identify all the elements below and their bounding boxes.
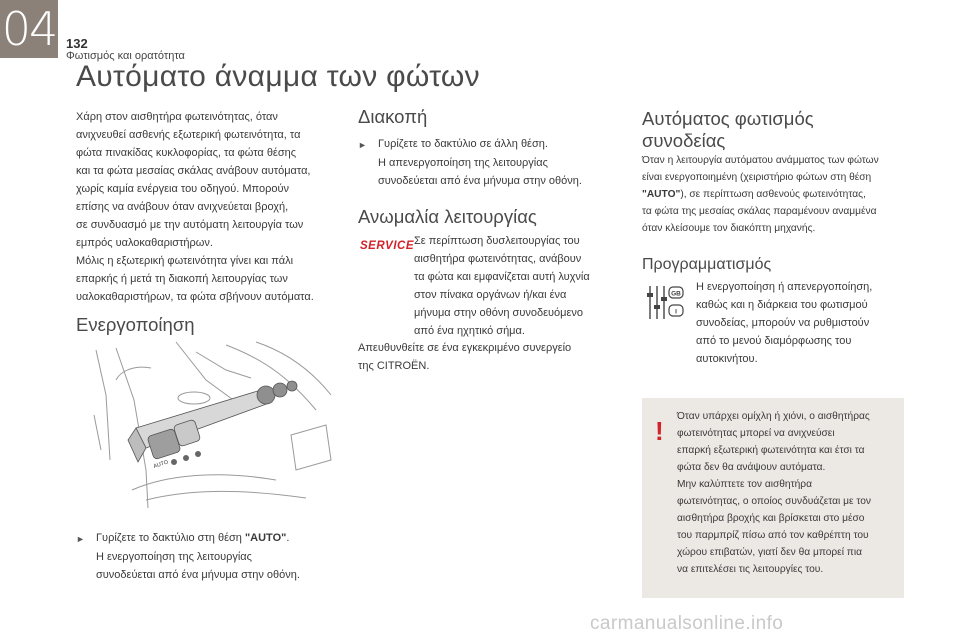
warning-line: χώρου επιβατών, γιατί δεν θα μπορεί πια: [677, 547, 862, 558]
intro-line: και τα φώτα μεσαίας σκάλας ανάβουν αυτόματα,: [76, 165, 311, 177]
auto-bold: "AUTO": [642, 189, 681, 200]
intro-line: υαλοκαθαριστήρων, τα φώτα σβήνουν αυτόματα.: [76, 291, 314, 303]
malfunction-line: τα φώτα και εμφανίζεται αυτή λυχνία: [414, 271, 590, 283]
activation-step-line: Η ενεργοποίηση της λειτουργίας: [96, 551, 252, 563]
language-gb-label: GB: [671, 290, 681, 298]
malfunction-text: [414, 232, 624, 340]
deactivation-step-line: Γυρίζετε το δακτύλιο σε άλλη θέση.: [378, 138, 548, 150]
light-stalk-drawing: [76, 340, 334, 510]
activation-heading: Ενεργοποίηση: [76, 314, 195, 335]
activation-step-prefix: Γυρίζετε το δακτύλιο στη θέση: [96, 532, 245, 544]
intro-line: Χάρη στον αισθητήρα φωτεινότητας, όταν: [76, 111, 278, 123]
warning-line: να επιτελέσει τις λειτουργίες του.: [677, 564, 824, 575]
deactivation-step-line: Η απενεργοποίηση της λειτουργίας: [378, 157, 548, 169]
malfunction-line: από ένα ηχητικό σήμα.: [414, 325, 525, 337]
chapter-badge: 04: [1, 2, 57, 56]
malfunction-line: μήνυμα στην οθόνη συνοδευόμενο: [414, 307, 584, 319]
activation-step-text: [96, 529, 289, 548]
page-number: 132: [66, 36, 88, 51]
programming-line: από το μενού διαμόρφωσης του: [696, 335, 852, 347]
bullet-arrow-icon: ►: [76, 534, 85, 544]
warning-line: του παρμπρίζ πίσω από τον καθρέπτη του: [677, 530, 869, 541]
warning-line: Όταν υπάρχει ομίχλη ή χιόνι, ο αισθητήρας: [677, 411, 870, 422]
activation-step-suffix: .: [286, 532, 290, 544]
guide-heading-line: συνοδείας: [642, 130, 726, 151]
deactivation-step: [358, 135, 628, 190]
programming-line: Η ενεργοποίηση ή απενεργοποίηση,: [696, 281, 873, 293]
intro-line: εμπρός υαλοκαθαριστήρων.: [76, 237, 213, 249]
warning-text: [677, 408, 899, 578]
advice-line: Απευθυνθείτε σε ένα εγκεκριμένο συνεργείο: [358, 342, 572, 354]
intro-paragraph: [76, 108, 346, 306]
section-name: Φωτισμός και ορατότητα: [66, 50, 185, 62]
malfunction-heading: Ανωμαλία λειτουργίας: [358, 206, 537, 227]
programming-line: συνοδείας, μπορούν να ρυθμιστούν: [696, 317, 870, 329]
page-title: Αυτόματο άναμμα των φώτων: [76, 60, 480, 93]
activation-step: [76, 529, 346, 584]
intro-line: επαρκής ή μετά τη διακοπή λειτουργίας των: [76, 273, 288, 285]
malfunction-advice: [358, 339, 628, 375]
warning-line: Μην καλύπτετε τον αισθητήρα: [677, 479, 812, 490]
warning-line: φωτεινότητας, ο οποίος συνδυάζεται με τον: [677, 496, 871, 507]
malfunction-line: στον πίνακα οργάνων ή/και ένα: [414, 289, 567, 301]
intro-line: ανιχνευθεί ασθενής εξωτερική φωτεινότητα, τα: [76, 129, 301, 141]
programming-line: καθώς και η διάρκεια του φωτισμού: [696, 299, 868, 311]
guide-line: Όταν η λειτουργία αυτόματου ανάμματος των φώτων: [642, 155, 879, 166]
activation-step-line: συνοδεύεται από ένα μήνυμα στην οθόνη.: [96, 569, 300, 581]
activation-step-row: [76, 529, 346, 548]
malfunction-line: αισθητήρα φωτεινότητας, ανάβουν: [414, 253, 582, 265]
intro-line: Μόλις η εξωτερική φωτεινότητα γίνει και πάλι: [76, 255, 294, 267]
guide-line: είναι ενεργοποιημένη (χειριστήριο φώτων στη θέση: [642, 172, 872, 183]
intro-line: φώτα πινακίδας κυκλοφορίας, τα φώτα θέσης: [76, 147, 297, 159]
guide-line: τα φώτα της μεσαίας σκάλας παραμένουν αναμμένα: [642, 206, 877, 217]
programming-text: [696, 278, 916, 368]
watermark: carmanualsonline.info: [590, 613, 784, 634]
guide-line: [642, 186, 932, 203]
warning-line: επαρκή εξωτερική φωτεινότητα και έτσι τα: [677, 445, 865, 456]
intro-line: χωρίς καμία ενέργεια του οδηγού. Μπορούν: [76, 183, 289, 195]
auto-position-bold: "AUTO": [244, 532, 287, 544]
guide-line-rest: ), σε περίπτωση ασθενούς φωτεινότητας,: [680, 189, 866, 200]
malfunction-line: Σε περίπτωση δυσλειτουργίας του: [414, 235, 580, 247]
settings-menu-icon: [645, 283, 691, 323]
programming-line: αυτοκινήτου.: [696, 353, 758, 365]
advice-line: της CITROËN.: [358, 360, 430, 372]
language-i-label: I: [675, 308, 677, 316]
programming-heading: Προγραμματισμός: [642, 256, 772, 273]
guide-heading-line: Αυτόματος φωτισμός: [642, 108, 814, 129]
service-warning-icon: SERVICE: [360, 240, 414, 252]
bullet-arrow-icon: ►: [358, 140, 367, 150]
light-stalk-illustration: [76, 340, 334, 510]
guide-line: όταν κλείσουμε τον διακόπτη μηχανής.: [642, 223, 816, 234]
deactivation-heading: Διακοπή: [358, 106, 428, 127]
warning-line: φώτα δεν θα ανάψουν αυτόματα.: [677, 462, 826, 473]
warning-line: φωτεινότητας μπορεί να ανιχνεύσει: [677, 428, 835, 439]
intro-line: επίσης να ανάβουν όταν ανιχνεύεται βροχή,: [76, 201, 289, 213]
intro-line: σε συνδυασμό με την αυτόματη λειτουργία των: [76, 219, 304, 231]
auto-position-label: AUTO: [152, 459, 170, 470]
deactivation-step-line: συνοδεύεται από ένα μήνυμα στην οθόνη.: [378, 175, 582, 187]
guide-me-home-heading: [642, 108, 814, 152]
warning-icon: !: [655, 416, 664, 446]
warning-line: αισθητήρα βροχής και βρίσκεται στο μέσο: [677, 513, 865, 524]
guide-me-home-text: [642, 152, 932, 237]
